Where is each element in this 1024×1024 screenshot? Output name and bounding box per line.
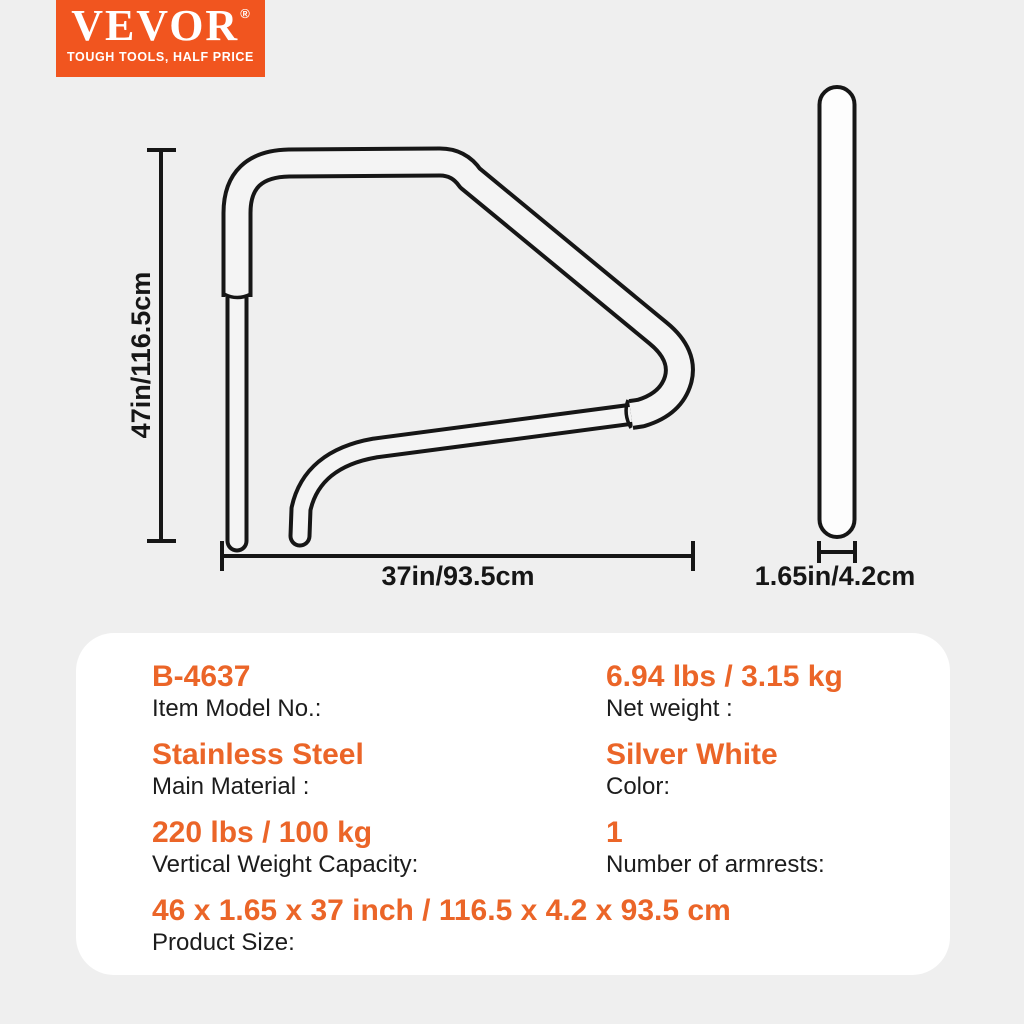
spec-label: Color: [606, 773, 671, 800]
diameter-dimension-label: 1.65in/4.2cm [754, 561, 916, 591]
spec-label: Net weight : [606, 695, 733, 722]
tube-cross-section-shape [820, 87, 855, 537]
brand-tagline: TOUGH TOOLS, HALF PRICE [67, 50, 254, 64]
spec-label: Number of armrests: [606, 851, 825, 878]
spec-value: B-4637 [152, 660, 251, 693]
spec-value: Stainless Steel [152, 738, 364, 771]
spec-value: Silver White [606, 738, 778, 771]
spec-value: 46 x 1.65 x 37 inch / 116.5 x 4.2 x 93.5 cm [152, 894, 731, 927]
spec-item-color [606, 739, 920, 800]
spec-label: Product Size: [152, 929, 295, 956]
spec-value: 1 [606, 816, 623, 849]
spec-label: Item Model No.: [152, 695, 322, 722]
handrail-outline [224, 162, 679, 541]
spec-item-material [152, 739, 606, 800]
vevor-logo [56, 0, 265, 77]
spec-value: 6.94 lbs / 3.15 kg [606, 660, 843, 693]
brand-name: VEVOR [71, 1, 240, 50]
spec-value: 220 lbs / 100 kg [152, 816, 373, 849]
spec-item-weight-capacity [152, 817, 606, 878]
width-dimension-label: 37in/93.5cm [381, 561, 535, 591]
registered-mark-icon: ® [240, 6, 250, 21]
height-dimension-label: 47in/116.5cm [126, 271, 156, 439]
spec-label: Main Material : [152, 773, 310, 800]
spec-item-net-weight [606, 661, 920, 722]
spec-item-product-size [152, 895, 920, 956]
spec-grid [76, 633, 950, 956]
spec-item-model [152, 661, 606, 722]
spec-item-armrests [606, 817, 920, 878]
spec-card [76, 633, 950, 975]
spec-label: Vertical Weight Capacity: [152, 851, 419, 878]
